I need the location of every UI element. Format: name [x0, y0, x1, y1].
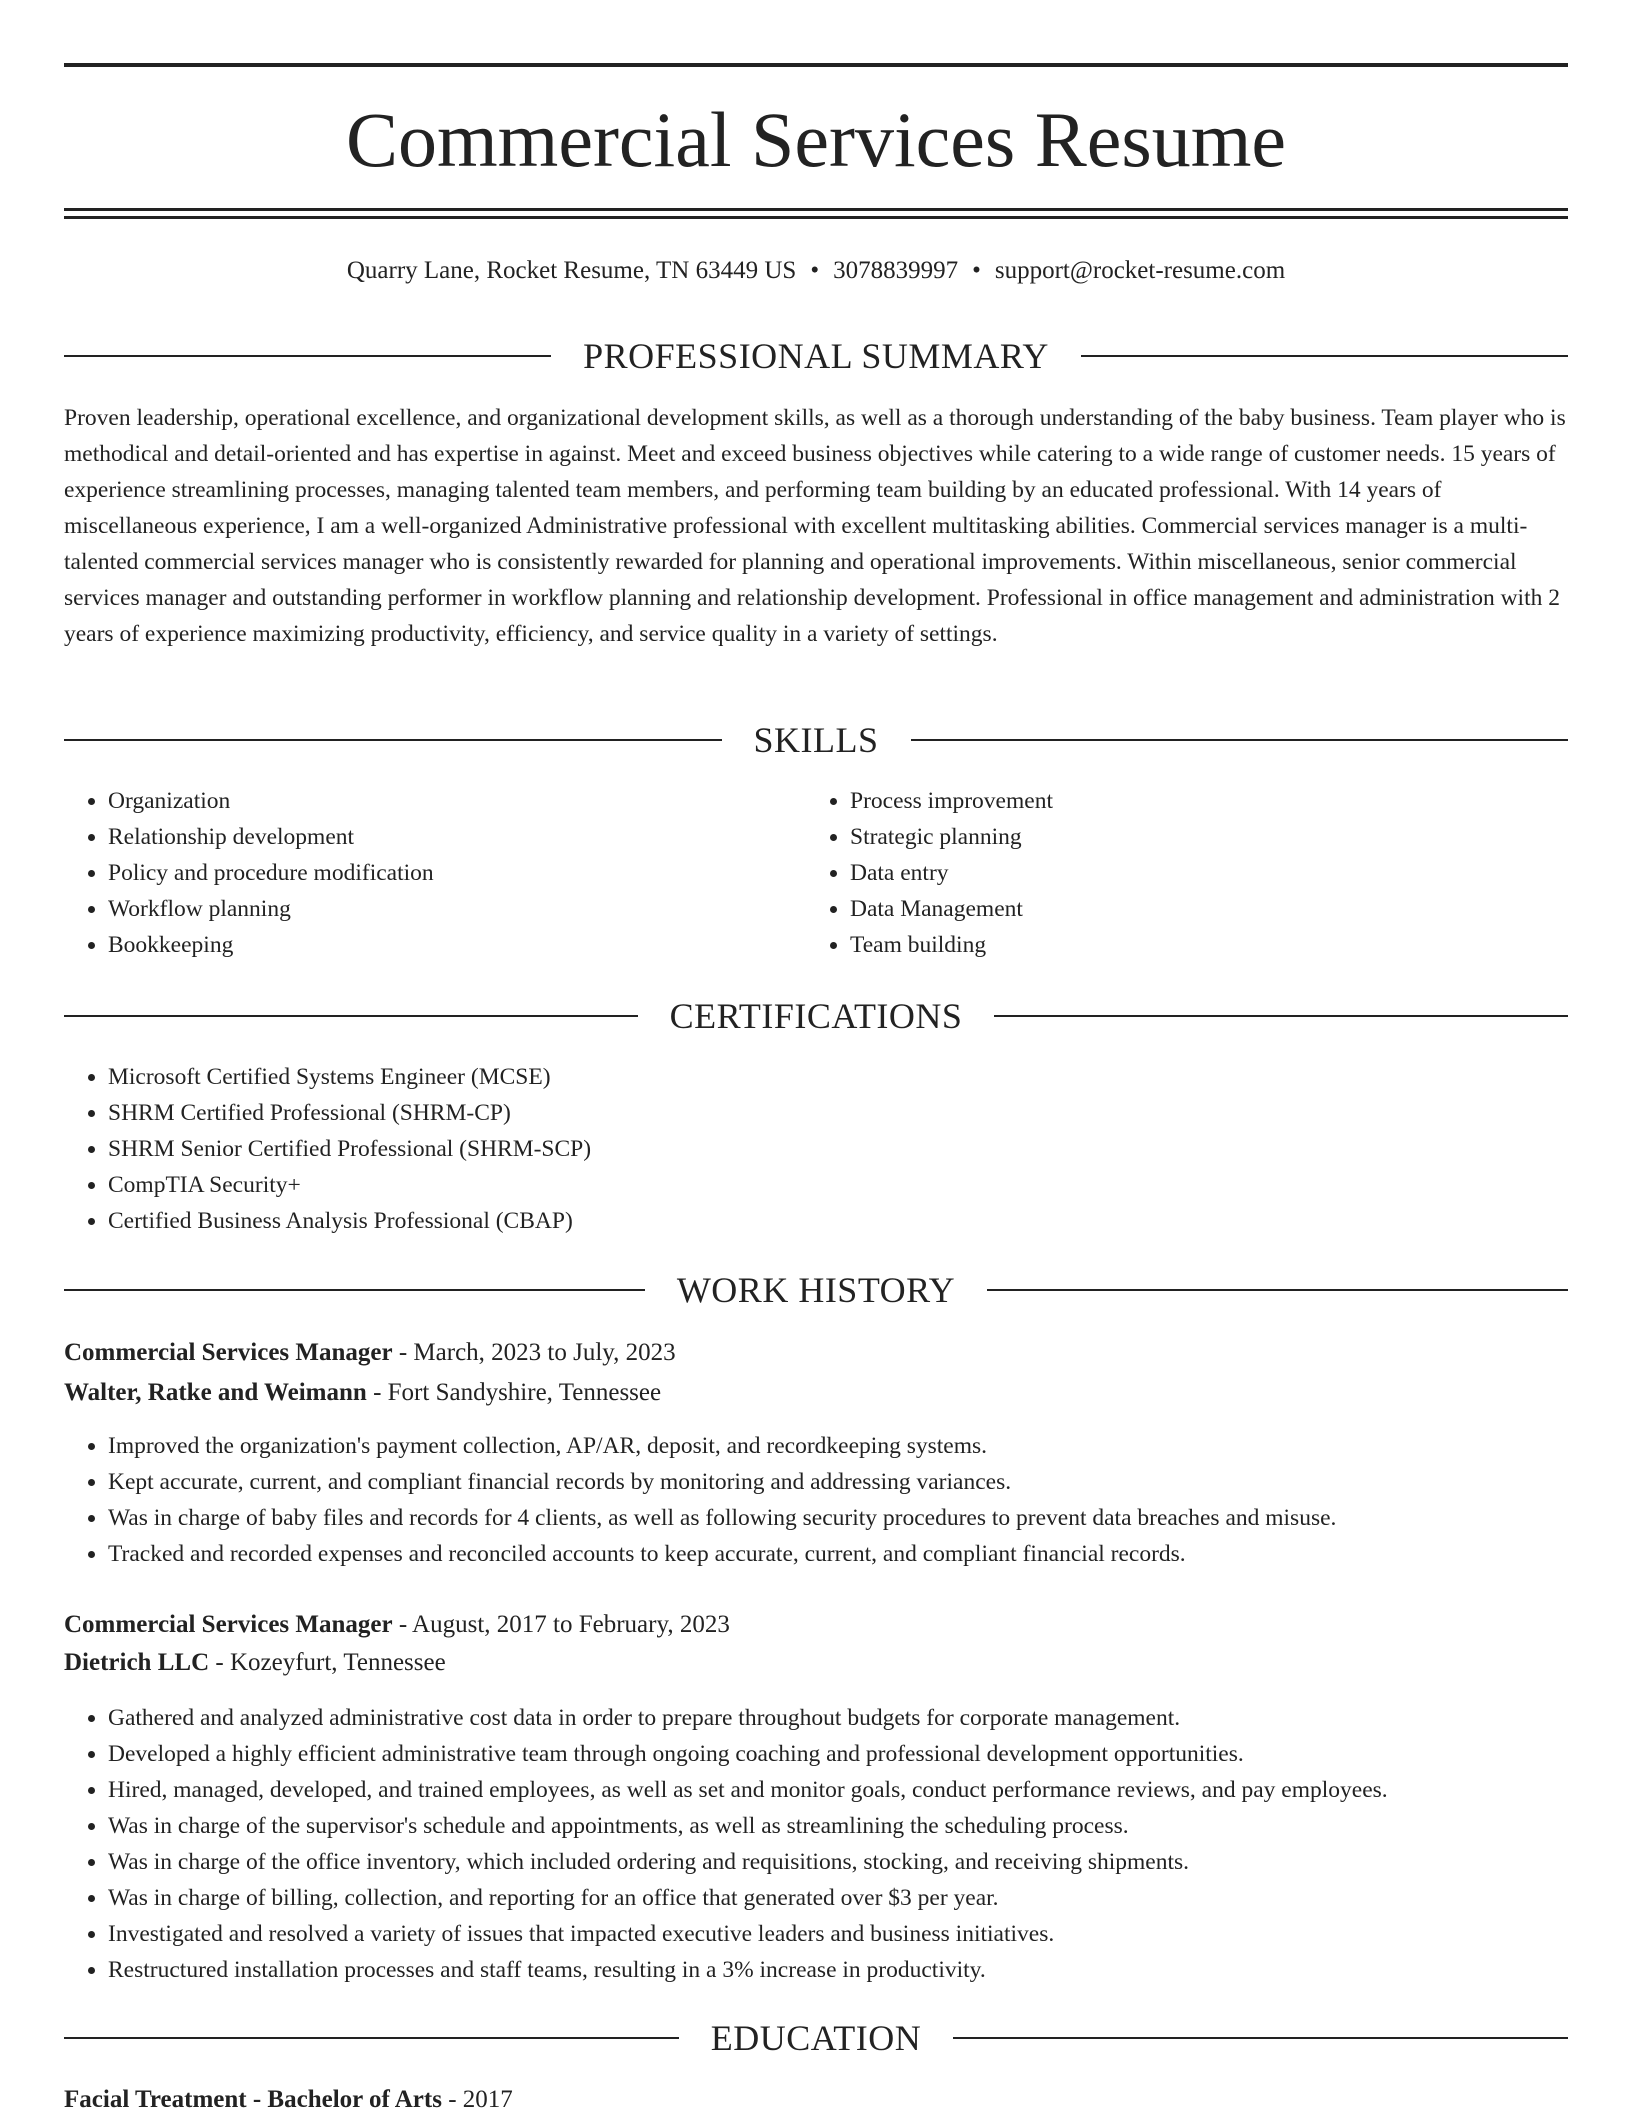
job-company: Walter, Ratke and Weimann [64, 1379, 367, 1406]
education-degree: Facial Treatment - Bachelor of Arts [64, 2086, 442, 2113]
contact-address: Quarry Lane, Rocket Resume, TN 63449 US [346, 257, 797, 284]
job-title-line [64, 1607, 730, 1643]
job-bullet: • Tracked and recorded expenses and reconciled accounts to keep accurate, current, and compliant financial records. [108, 1536, 1612, 1572]
section-heading-summary [64, 334, 1568, 378]
job-company: Dietrich LLC [64, 1649, 210, 1676]
skills-list-right [806, 783, 1550, 963]
job-title-line [64, 1335, 676, 1371]
contact-separator: • [972, 257, 981, 284]
heading-rule [1081, 355, 1568, 357]
section-heading-certifications [64, 994, 1568, 1038]
job-bullet: • Was in charge of billing, collection, and reporting for an office that generated over $3 per year. [108, 1880, 1612, 1916]
skill-item: • Data Management [850, 891, 1550, 927]
skill-item: • Relationship development [108, 819, 808, 855]
job-bullets [64, 1428, 1612, 1572]
contact-line [64, 254, 1568, 288]
heading-rule [953, 2037, 1568, 2039]
job-bullet: • Investigated and resolved a variety of issues that impacted executive leaders and business initiatives. [108, 1916, 1612, 1952]
skill-item: • Strategic planning [850, 819, 1550, 855]
certification-item: • SHRM Certified Professional (SHRM-CP) [108, 1095, 1508, 1131]
job-dates: - August, 2017 to February, 2023 [392, 1611, 730, 1638]
skill-item: • Organization [108, 783, 808, 819]
section-heading-work-history [64, 1268, 1568, 1312]
section-title: CERTIFICATIONS [669, 996, 963, 1036]
job-title: Commercial Services Manager [64, 1339, 393, 1366]
education-year: - 2017 [441, 2086, 513, 2113]
contact-email: support@rocket-resume.com [994, 257, 1286, 284]
title-double-rule [64, 208, 1568, 219]
heading-rule [64, 1289, 645, 1291]
heading-rule [64, 739, 722, 741]
job-bullet: • Improved the organization's payment collection, AP/AR, deposit, and recordkeeping systems. [108, 1428, 1612, 1464]
job-bullets [64, 1700, 1612, 1988]
heading-rule [64, 1015, 638, 1017]
job-company-line [64, 1375, 661, 1411]
heading-rule [987, 1289, 1568, 1291]
contact-phone: 3078839997 [833, 257, 959, 284]
heading-rule [64, 355, 551, 357]
skill-item: • Workflow planning [108, 891, 808, 927]
job-bullet: • Restructured installation processes and staff teams, resulting in a 3% increase in productivity. [108, 1952, 1612, 1988]
job-bullet: • Was in charge of the supervisor's schedule and appointments, as well as streamlining the scheduling process. [108, 1808, 1612, 1844]
education-line [64, 2082, 513, 2118]
section-title: SKILLS [753, 720, 879, 760]
section-heading-skills [64, 718, 1568, 762]
job-title: Commercial Services Manager [64, 1611, 393, 1638]
section-title: WORK HISTORY [676, 1270, 956, 1310]
skill-item: • Bookkeeping [108, 927, 808, 963]
job-company-line [64, 1645, 446, 1681]
skill-item: • Data entry [850, 855, 1550, 891]
top-rule [64, 63, 1568, 67]
job-location: - Kozeyfurt, Tennessee [209, 1649, 446, 1676]
skill-item: • Team building [850, 927, 1550, 963]
job-dates: - March, 2023 to July, 2023 [392, 1339, 676, 1366]
resume-title: Commercial Services Resume [345, 96, 1287, 183]
job-bullet: • Developed a highly efficient administrative team through ongoing coaching and professional development opportunities. [108, 1736, 1612, 1772]
job-bullet: • Kept accurate, current, and compliant financial records by monitoring and addressing variances. [108, 1464, 1612, 1500]
section-heading-education [64, 2016, 1568, 2060]
job-bullet: • Hired, managed, developed, and trained employees, as well as set and monitor goals, conduct performance reviews, and pay employees. [108, 1772, 1612, 1808]
certification-item: • Microsoft Certified Systems Engineer (MCSE) [108, 1059, 1508, 1095]
skill-item: • Policy and procedure modification [108, 855, 808, 891]
job-bullet: • Gathered and analyzed administrative cost data in order to prepare throughout budgets for corporate management. [108, 1700, 1612, 1736]
certification-item: • CompTIA Security+ [108, 1167, 1508, 1203]
job-location: - Fort Sandyshire, Tennessee [366, 1379, 662, 1406]
job-bullet: • Was in charge of the office inventory, which included ordering and requisitions, stocking, and receiving shipments. [108, 1844, 1612, 1880]
skills-list-left [64, 783, 808, 963]
section-title: EDUCATION [710, 2018, 922, 2058]
section-title: PROFESSIONAL SUMMARY [583, 336, 1049, 376]
certifications-list [64, 1059, 1508, 1239]
heading-rule [64, 2037, 679, 2039]
certification-item: • SHRM Senior Certified Professional (SHRM-SCP) [108, 1131, 1508, 1167]
job-bullet: • Was in charge of baby files and records for 4 clients, as well as following security procedures to prevent data breaches and misuse. [108, 1500, 1612, 1536]
summary-text: Proven leadership, operational excellence, and organizational development skills, as well as a thorough understanding of the baby business. Team player who is methodical and detail-oriented and has expertise in against. Meet and exceed business objectives while catering to a wide range of customer needs. 15 years of experience streamlining processes, managing talented team members, and performing team building by an educated professional. With 14 years of miscellaneous experience, I am a well-organized Administrative professional with excellent multitasking abilities. Commercial services manager is a multi-talented commercial services manager who is consistently rewarded for planning and operational improvements. Within miscellaneous, senior commercial services manager and outstanding performer in workflow planning and relationship development. Professional in office management and administration with 2 years of experience maximizing productivity, efficiency, and service quality in a variety of settings. [64, 405, 1566, 647]
contact-separator: • [810, 257, 820, 284]
heading-rule [911, 739, 1569, 741]
certification-item: • Certified Business Analysis Professional (CBAP) [108, 1203, 1508, 1239]
heading-rule [994, 1015, 1568, 1017]
skill-item: • Process improvement [850, 783, 1550, 819]
